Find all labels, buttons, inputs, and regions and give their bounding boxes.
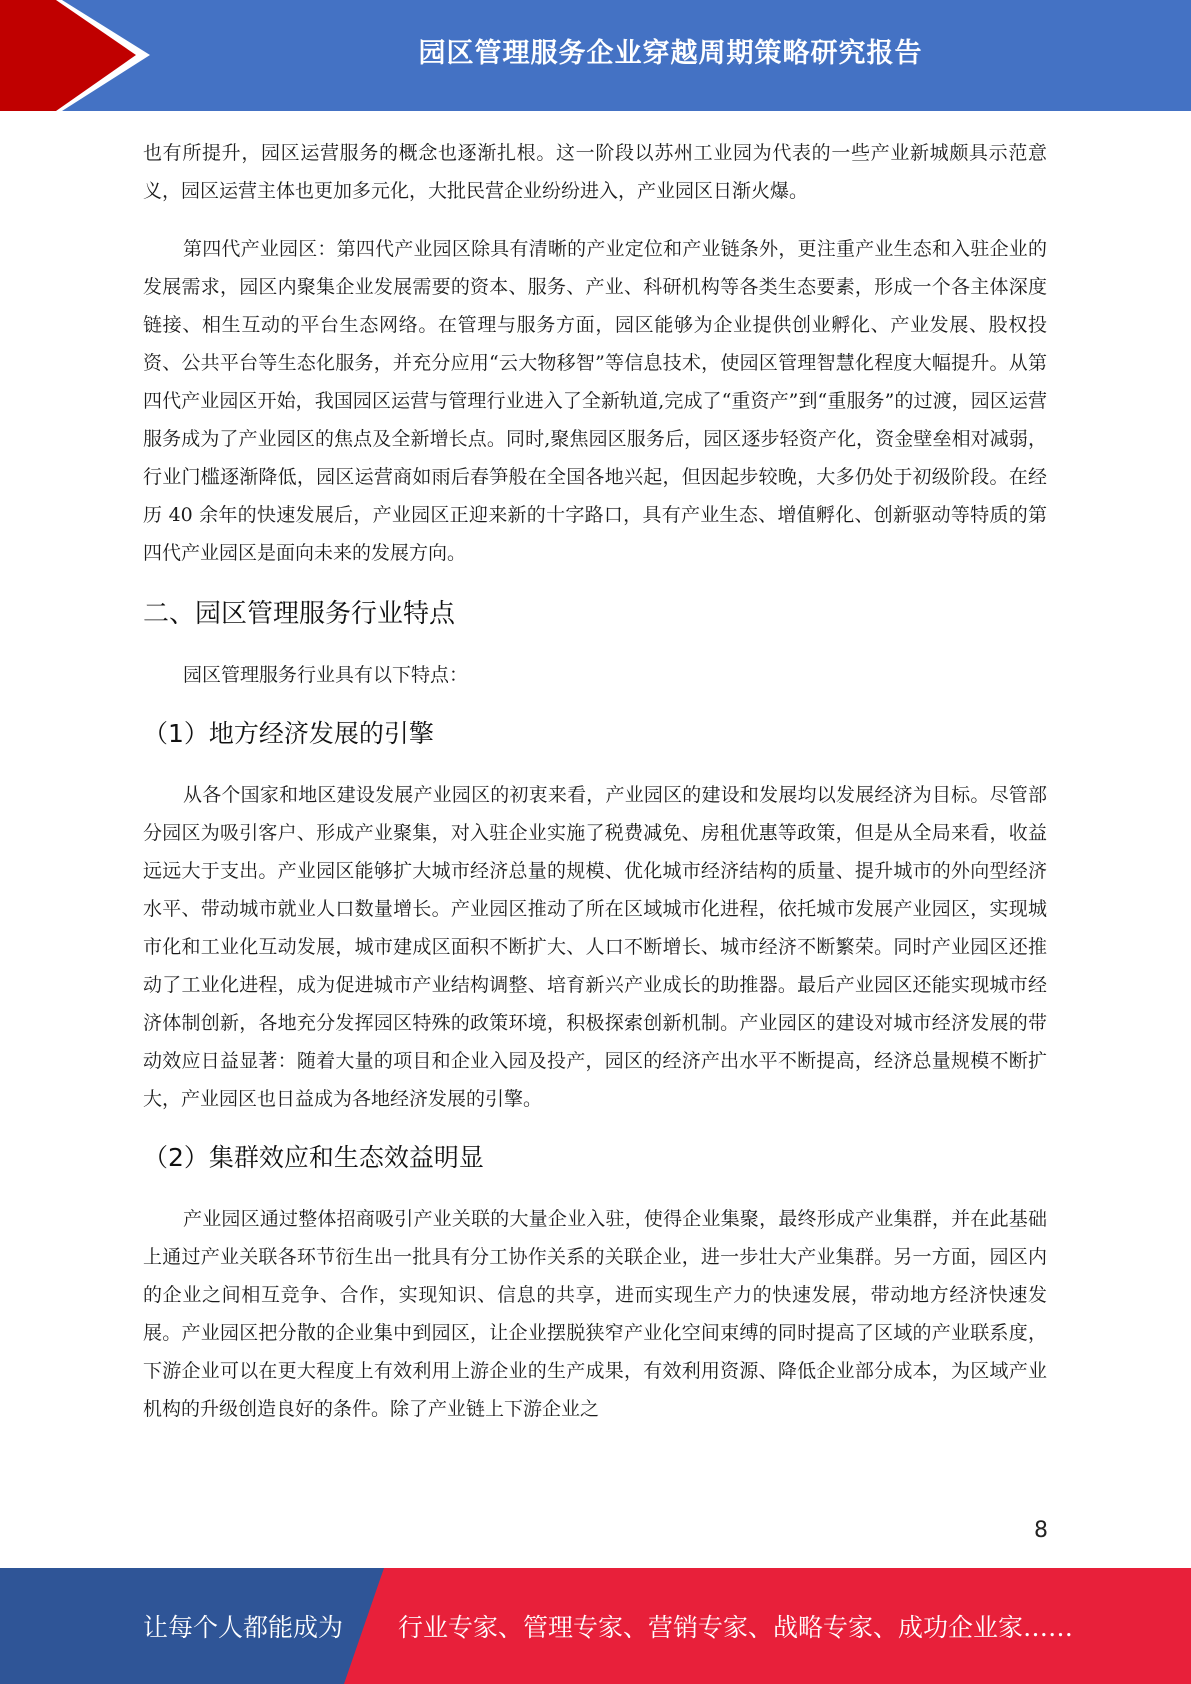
- page-header: [0, 0, 1191, 111]
- paragraph-intro: 园区管理服务行业具有以下特点：: [183, 664, 469, 686]
- report-title: 园区管理服务企业穿越周期策略研究报告: [418, 37, 923, 69]
- document-body: [143, 134, 1047, 1428]
- header-chevron-icon: [0, 0, 150, 111]
- paragraph-fourth-generation: 第四代产业园区：第四代产业园区除具有清晰的产业定位和产业链条外，更注重产业生态和入驻企业的发展需求，园区内聚集企业发展需要的资本、服务、产业、科研机构等各类生态要素，形成一个各主体深度链接、相生互动的平台生态网络。在管理与服务方面，园区能够为企业提供创业孵化、产业发展、股权投资、公共平台等生态化服务，并充分应用“云大物移智”等信息技术，使园区管理智慧化程度大幅提升。从第四代产业园区开始，我国园区运营与管理行业进入了全新轨道,完成了“重资产”到“重服务”的过渡，园区运营服务成为了产业园区的焦点及全新增长点。同时,聚焦园区服务后，园区逐步轻资产化，资金壁垒相对减弱，行业门槛逐渐降低，园区运营商如雨后春笋般在全国各地兴起，但因起步较晚，大多仍处于初级阶段。在经历 40 余年的快速发展后，产业园区正迎来新的十字路口，具有产业生态、增值孵化、创新驱动等特质的第四代产业园区是面向未来的发展方向。: [143, 238, 1047, 564]
- section-heading: 二、园区管理服务行业特点: [143, 599, 456, 629]
- page-footer: [0, 1568, 1191, 1684]
- footer-slogan-left: 让每个人都能成为: [143, 1613, 344, 1642]
- paragraph-engine: 从各个国家和地区建设发展产业园区的初衷来看，产业园区的建设和发展均以发展经济为目标。尽管部分园区为吸引客户、形成产业聚集，对入驻企业实施了税费减免、房租优惠等政策，但是从全局来看，收益远远大于支出。产业园区能够扩大城市经济总量的规模、优化城市经济结构的质量、提升城市的外向型经济水平、带动城市就业人口数量增长。产业园区推动了所在区域城市化进程，依托城市发展产业园区，实现城市化和工业化互动发展，城市建成区面积不断扩大、人口不断增长、城市经济不断繁荣。同时产业园区还推动了工业化进程，成为促进城市产业结构调整、培育新兴产业成长的助推器。最后产业园区还能实现城市经济体制创新，各地充分发挥园区特殊的政策环境，积极探索创新机制。产业园区的建设对城市经济发展的带动效应日益显著：随着大量的项目和企业入园及投产，园区的经济产出水平不断提高，经济总量规模不断扩大，产业园区也日益成为各地经济发展的引擎。: [143, 784, 1047, 1110]
- paragraph-continuation: 也有所提升，园区运营服务的概念也逐渐扎根。这一阶段以苏州工业园为代表的一些产业新城颇具示范意义，园区运营主体也更加多元化，大批民营企业纷纷进入，产业园区日渐火爆。: [143, 142, 1047, 202]
- footer-slogan-right: 行业专家、管理专家、营销专家、战略专家、成功企业家……: [398, 1613, 1074, 1642]
- subheading-2: （2）集群效应和生态效益明显: [143, 1143, 484, 1172]
- page-number: 8: [1034, 1518, 1048, 1543]
- subheading-1: （1）地方经济发展的引擎: [143, 719, 434, 748]
- paragraph-cluster: 产业园区通过整体招商吸引产业关联的大量企业入驻，使得企业集聚，最终形成产业集群，并在此基础上通过产业关联各环节衍生出一批具有分工协作关系的关联企业，进一步壮大产业集群。另一方面，园区内的企业之间相互竞争、合作，实现知识、信息的共享，进而实现生产力的快速发展，带动地方经济快速发展。产业园区把分散的企业集中到园区，让企业摆脱狭窄产业化空间束缚的同时提高了区域的产业联系度，下游企业可以在更大程度上有效利用上游企业的生产成果，有效利用资源、降低企业部分成本，为区域产业机构的升级创造良好的条件。除了产业链上下游企业之: [143, 1208, 1047, 1420]
